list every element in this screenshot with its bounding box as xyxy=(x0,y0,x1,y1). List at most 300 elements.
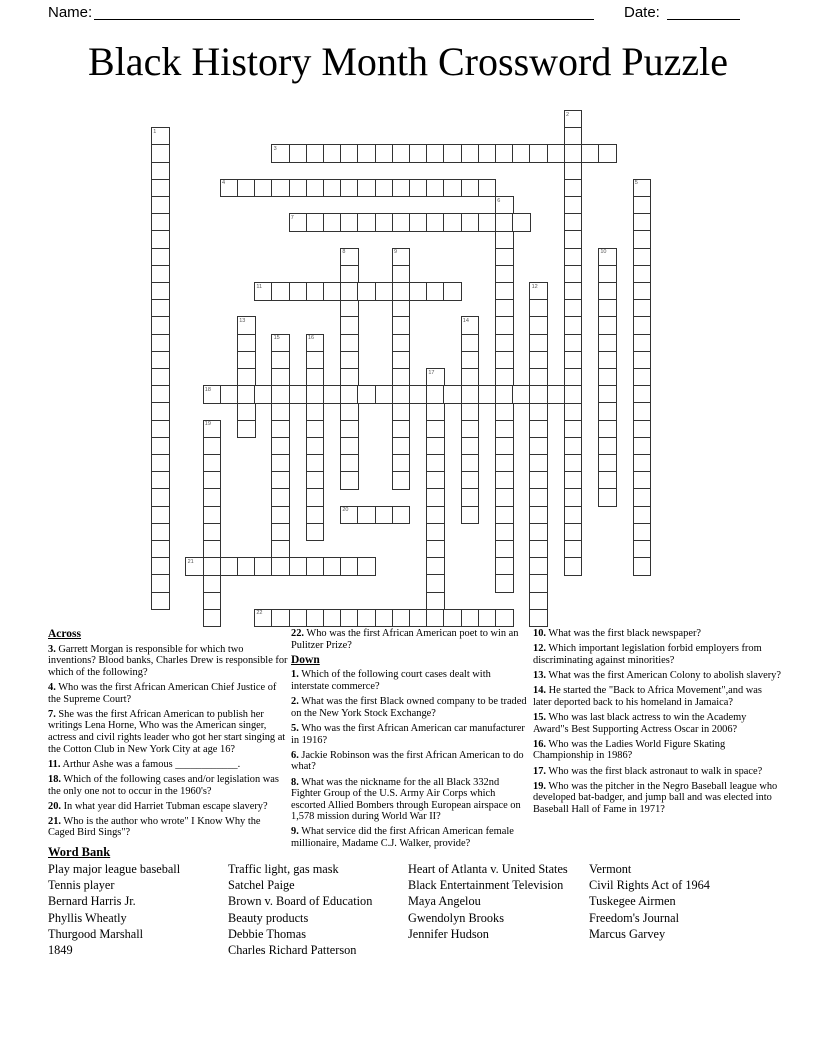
word-bank-item: Marcus Garvey xyxy=(589,926,666,941)
grid-cell xyxy=(495,196,514,215)
grid-cell xyxy=(151,248,170,267)
grid-cell xyxy=(529,316,548,335)
cell-number: 7 xyxy=(290,214,294,221)
grid-cell xyxy=(581,144,600,163)
grid-cell xyxy=(340,144,359,163)
grid-cell xyxy=(529,144,548,163)
grid-cell xyxy=(426,402,445,421)
clue-number: 17. xyxy=(533,765,546,777)
grid-cell xyxy=(375,282,394,301)
grid-cell xyxy=(340,213,359,232)
word-bank-item: Thurgood Marshall xyxy=(48,926,144,941)
grid-cell xyxy=(392,385,411,404)
grid-cell xyxy=(203,574,222,593)
grid-cell xyxy=(289,557,308,576)
grid-cell xyxy=(306,368,325,387)
grid-cell xyxy=(495,454,514,473)
grid-cell xyxy=(323,213,342,232)
clue-number: 3. xyxy=(48,643,56,655)
grid-cell xyxy=(392,265,411,284)
grid-cell xyxy=(340,609,359,628)
clue-number: 10. xyxy=(533,628,546,639)
clue: 15. Who was last black actress to win the Academy Award"s Best Supporting Actress Oscar in 2006? xyxy=(533,711,747,735)
grid-cell xyxy=(512,144,531,163)
grid-cell xyxy=(151,574,170,593)
grid-cell xyxy=(271,368,290,387)
word-bank-item: Gwendolyn Brooks xyxy=(408,910,504,925)
grid-cell xyxy=(478,385,497,404)
grid-cell xyxy=(289,385,308,404)
grid-cell xyxy=(340,248,359,267)
word-bank-item: Black Entertainment Television xyxy=(408,878,564,893)
word-bank-item: Tennis player xyxy=(48,878,115,893)
grid-cell xyxy=(461,506,480,525)
grid-cell xyxy=(495,316,514,335)
grid-cell xyxy=(564,488,583,507)
grid-cell xyxy=(547,144,566,163)
word-bank-item: Vermont xyxy=(589,862,632,876)
grid-cell xyxy=(237,334,256,353)
clue-number: 13. xyxy=(533,669,546,681)
grid-cell xyxy=(151,437,170,456)
grid-cell xyxy=(564,179,583,198)
cell-number: 14 xyxy=(462,317,469,324)
date-label: Date: xyxy=(624,4,660,21)
grid-cell xyxy=(495,420,514,439)
word-bank-column xyxy=(408,861,568,942)
clue: 10. What was the first black newspaper? xyxy=(533,628,702,639)
grid-cell xyxy=(237,368,256,387)
grid-cell xyxy=(203,557,222,576)
grid-cell xyxy=(633,437,652,456)
grid-cell xyxy=(151,162,170,181)
cell-number: 1 xyxy=(153,128,157,135)
word-bank-item: Heart of Atlanta v. United States xyxy=(408,862,568,876)
grid-cell xyxy=(203,385,222,404)
grid-cell xyxy=(633,506,652,525)
word-bank-column xyxy=(48,861,180,958)
clue: 1. Which of the following court cases dealt with interstate commerce? xyxy=(291,669,491,692)
clue-number: 2. xyxy=(291,696,299,708)
clue: 6. Jackie Robinson was the first African American to do what? xyxy=(291,749,524,773)
grid-cell xyxy=(237,557,256,576)
grid-cell xyxy=(495,609,514,628)
grid-cell xyxy=(529,368,548,387)
grid-cell xyxy=(340,334,359,353)
grid-cell xyxy=(529,437,548,456)
grid-cell xyxy=(426,437,445,456)
grid-cell xyxy=(306,420,325,439)
grid-cell xyxy=(564,368,583,387)
grid-cell xyxy=(598,454,617,473)
grid-cell xyxy=(529,471,548,490)
grid-cell xyxy=(564,523,583,542)
grid-cell xyxy=(323,282,342,301)
grid-cell xyxy=(633,540,652,559)
clue: 4. Who was the first African American Chief Justice of the Supreme Court? xyxy=(48,681,277,705)
grid-cell xyxy=(151,213,170,232)
grid-cell xyxy=(357,213,376,232)
word-bank-column xyxy=(589,861,710,942)
clue-number: 7. xyxy=(48,708,56,720)
grid-cell xyxy=(564,282,583,301)
grid-cell xyxy=(409,213,428,232)
grid-cell xyxy=(306,609,325,628)
grid-cell xyxy=(547,385,566,404)
grid-cell xyxy=(254,179,273,198)
grid-cell xyxy=(306,213,325,232)
clue: 14. He started the "Back to Africa Movement",and was later deported back to his homeland in Jamaica? xyxy=(533,685,762,708)
grid-cell xyxy=(237,420,256,439)
grid-cell xyxy=(323,144,342,163)
grid-cell xyxy=(409,385,428,404)
grid-cell xyxy=(529,402,548,421)
grid-cell xyxy=(237,385,256,404)
grid-cell xyxy=(271,334,290,353)
clue-number: 11. xyxy=(48,758,61,770)
grid-cell xyxy=(633,248,652,267)
grid-cell xyxy=(529,454,548,473)
grid-cell xyxy=(426,488,445,507)
grid-cell xyxy=(564,265,583,284)
grid-cell xyxy=(306,385,325,404)
grid-cell xyxy=(151,471,170,490)
grid-cell xyxy=(375,179,394,198)
grid-cell xyxy=(495,488,514,507)
grid-cell xyxy=(426,213,445,232)
grid-cell xyxy=(323,385,342,404)
grid-cell xyxy=(306,402,325,421)
grid-cell xyxy=(529,557,548,576)
grid-cell xyxy=(633,420,652,439)
grid-cell xyxy=(340,299,359,318)
grid-cell xyxy=(426,144,445,163)
grid-cell xyxy=(426,368,445,387)
grid-cell xyxy=(564,299,583,318)
grid-cell xyxy=(564,316,583,335)
grid-cell xyxy=(633,299,652,318)
grid-cell xyxy=(598,471,617,490)
clue: 21. Who is the author who wrote" I Know Why the Caged Bird Sings"? xyxy=(48,815,261,839)
grid-cell xyxy=(633,557,652,576)
grid-cell xyxy=(306,351,325,370)
word-bank-item: Charles Richard Patterson xyxy=(228,943,357,958)
grid-cell xyxy=(306,523,325,542)
word-bank-item: Play major league baseball xyxy=(48,862,181,876)
grid-cell xyxy=(426,282,445,301)
word-bank-title: Word Bank xyxy=(48,845,111,859)
cell-number: 13 xyxy=(239,317,246,324)
grid-cell xyxy=(564,385,583,404)
grid-cell xyxy=(598,420,617,439)
grid-cell xyxy=(220,385,239,404)
grid-cell xyxy=(564,471,583,490)
grid-cell xyxy=(633,230,652,249)
grid-cell xyxy=(306,557,325,576)
word-bank-item: Freedom's Journal xyxy=(589,910,679,925)
grid-cell xyxy=(443,385,462,404)
grid-cell xyxy=(151,144,170,163)
grid-cell xyxy=(633,523,652,542)
grid-cell xyxy=(529,506,548,525)
grid-cell xyxy=(564,420,583,439)
grid-cell xyxy=(564,506,583,525)
clue-number: 15. xyxy=(533,711,546,723)
grid-cell xyxy=(392,179,411,198)
grid-cell xyxy=(564,402,583,421)
grid-cell xyxy=(426,385,445,404)
grid-cell xyxy=(151,230,170,249)
grid-cell xyxy=(392,609,411,628)
grid-cell xyxy=(426,420,445,439)
grid-cell xyxy=(203,523,222,542)
grid-cell xyxy=(461,454,480,473)
grid-cell xyxy=(633,351,652,370)
grid-cell xyxy=(633,179,652,198)
grid-cell xyxy=(529,299,548,318)
grid-cell xyxy=(598,351,617,370)
grid-cell xyxy=(495,557,514,576)
grid-cell xyxy=(495,213,514,232)
page-title: Black History Month Crossword Puzzle xyxy=(88,39,728,84)
clue: 5. Who was the first African American car manufacturer in 1916? xyxy=(291,722,525,746)
grid-cell xyxy=(495,574,514,593)
grid-cell xyxy=(340,471,359,490)
grid-cell xyxy=(443,213,462,232)
grid-cell xyxy=(271,471,290,490)
grid-cell xyxy=(254,609,273,628)
clue-number: 19. xyxy=(533,780,546,792)
grid-cell xyxy=(151,368,170,387)
grid-cell xyxy=(306,334,325,353)
grid-cell xyxy=(306,282,325,301)
grid-cell xyxy=(151,265,170,284)
down-header: Down xyxy=(291,653,320,666)
grid-cell xyxy=(633,265,652,284)
grid-cell xyxy=(633,454,652,473)
grid-cell xyxy=(426,179,445,198)
cell-number: 4 xyxy=(221,180,226,187)
cell-number: 22 xyxy=(256,610,263,617)
grid-cell xyxy=(495,248,514,267)
grid-cell xyxy=(357,506,376,525)
grid-cell xyxy=(254,557,273,576)
grid-cell xyxy=(529,282,548,301)
grid-cell xyxy=(306,144,325,163)
grid-cell xyxy=(237,402,256,421)
grid-cell xyxy=(443,144,462,163)
word-bank-item: Phyllis Wheatly xyxy=(48,910,127,925)
grid-cell xyxy=(271,351,290,370)
clue-number: 4. xyxy=(48,681,56,693)
clue-number: 20. xyxy=(48,800,61,812)
grid-cell xyxy=(340,351,359,370)
clue: 13. What was the first American Colony to abolish slavery? xyxy=(533,669,781,681)
grid-cell xyxy=(529,592,548,611)
grid-cell xyxy=(271,454,290,473)
grid-cell xyxy=(323,609,342,628)
grid-cell xyxy=(495,471,514,490)
grid-cell xyxy=(478,609,497,628)
grid-cell xyxy=(271,144,290,163)
grid-cell xyxy=(289,213,308,232)
grid-cell xyxy=(306,471,325,490)
clue-number: 22. xyxy=(291,628,304,639)
grid-cell xyxy=(203,592,222,611)
cell-number: 3 xyxy=(273,145,277,152)
grid-cell xyxy=(564,127,583,146)
grid-cell xyxy=(512,385,531,404)
word-bank-item: Debbie Thomas xyxy=(228,926,306,941)
grid-cell xyxy=(392,213,411,232)
grid-cell xyxy=(598,299,617,318)
word-bank-item: Jennifer Hudson xyxy=(408,926,489,941)
grid-cell xyxy=(564,144,583,163)
grid-cell xyxy=(461,420,480,439)
grid-cell xyxy=(564,351,583,370)
word-bank-item: 1849 xyxy=(48,943,73,958)
grid-cell xyxy=(375,506,394,525)
grid-cell xyxy=(289,609,308,628)
cell-number: 16 xyxy=(307,335,315,342)
grid-cell xyxy=(340,385,359,404)
grid-cell xyxy=(340,454,359,473)
grid-cell xyxy=(564,437,583,456)
grid-cell xyxy=(495,523,514,542)
grid-cell xyxy=(151,402,170,421)
grid-cell xyxy=(185,557,204,576)
grid-cell xyxy=(529,609,548,628)
grid-cell xyxy=(392,351,411,370)
grid-cell xyxy=(392,471,411,490)
name-label: Name: xyxy=(48,4,93,21)
word-bank-item: Satchel Paige xyxy=(228,878,295,893)
grid-cell xyxy=(461,351,480,370)
grid-cell xyxy=(340,402,359,421)
clue-number: 21. xyxy=(48,815,61,827)
clue-column-across xyxy=(48,628,288,843)
grid-cell xyxy=(151,454,170,473)
grid-cell xyxy=(443,282,462,301)
grid-cell xyxy=(529,385,548,404)
grid-cell xyxy=(633,196,652,215)
grid-cell xyxy=(529,351,548,370)
grid-cell xyxy=(564,196,583,215)
grid-cell xyxy=(564,248,583,267)
grid-cell xyxy=(633,316,652,335)
grid-cell xyxy=(443,179,462,198)
word-bank-item: Maya Angelou xyxy=(408,894,481,909)
clue: 18. Which of the following cases and/or legislation was the only one not to occur in the 1960's? xyxy=(48,773,279,797)
grid-cell xyxy=(495,506,514,525)
grid-cell xyxy=(461,402,480,421)
grid-cell xyxy=(271,179,290,198)
grid-cell xyxy=(220,557,239,576)
clue: 17. Who was the first black astronaut to walk in space? xyxy=(533,765,763,777)
grid-cell xyxy=(598,248,617,267)
clue: 16. Who was the Ladies World Figure Skating Championship in 1986? xyxy=(533,738,726,762)
grid-cell xyxy=(237,316,256,335)
grid-cell xyxy=(375,609,394,628)
grid-cell xyxy=(512,213,531,232)
grid-cell xyxy=(203,437,222,456)
grid-cell xyxy=(375,213,394,232)
cell-number: 19 xyxy=(204,421,211,428)
clue: 20. In what year did Harriet Tubman escape slavery? xyxy=(48,800,268,812)
grid-cell xyxy=(392,454,411,473)
grid-cell xyxy=(323,557,342,576)
grid-cell xyxy=(375,385,394,404)
word-bank-item: Civil Rights Act of 1964 xyxy=(589,878,710,893)
grid-cell xyxy=(461,334,480,353)
grid-cell xyxy=(461,488,480,507)
grid-cell xyxy=(357,609,376,628)
clue-number: 6. xyxy=(291,749,299,761)
grid-cell xyxy=(340,368,359,387)
grid-cell xyxy=(409,144,428,163)
grid-cell xyxy=(564,454,583,473)
grid-cell xyxy=(461,179,480,198)
grid-cell xyxy=(409,179,428,198)
grid-cell xyxy=(203,471,222,490)
cell-number: 20 xyxy=(342,507,349,514)
grid-cell xyxy=(237,179,256,198)
grid-cell xyxy=(271,385,290,404)
word-bank-item: Tuskegee Airmen xyxy=(589,894,676,909)
grid-cell xyxy=(598,265,617,284)
grid-cell xyxy=(564,334,583,353)
grid-cell xyxy=(392,334,411,353)
grid-cell xyxy=(495,299,514,318)
grid-cell xyxy=(306,506,325,525)
grid-cell xyxy=(633,213,652,232)
grid-cell xyxy=(151,592,170,611)
grid-cell xyxy=(461,437,480,456)
clue: 11. Arthur Ashe was a famous ____________. xyxy=(48,758,241,770)
cell-number: 11 xyxy=(256,283,263,290)
grid-cell xyxy=(426,523,445,542)
grid-cell xyxy=(461,316,480,335)
grid-cell xyxy=(426,454,445,473)
grid-cell xyxy=(271,609,290,628)
grid-cell xyxy=(271,523,290,542)
grid-cell xyxy=(495,437,514,456)
grid-cell xyxy=(289,179,308,198)
grid-cell xyxy=(461,368,480,387)
grid-cell xyxy=(478,179,497,198)
grid-cell xyxy=(340,179,359,198)
grid-cell xyxy=(357,557,376,576)
grid-cell xyxy=(340,506,359,525)
grid-cell xyxy=(426,471,445,490)
cell-number: 21 xyxy=(187,558,194,565)
grid-cell xyxy=(495,368,514,387)
grid-cell xyxy=(392,144,411,163)
grid-cell xyxy=(271,488,290,507)
grid-cell xyxy=(340,420,359,439)
grid-cell xyxy=(564,110,583,129)
grid-cell xyxy=(478,144,497,163)
clue-number: 9. xyxy=(291,826,299,838)
grid-cell xyxy=(340,316,359,335)
grid-cell xyxy=(151,506,170,525)
grid-cell xyxy=(271,282,290,301)
grid-cell xyxy=(495,230,514,249)
grid-cell xyxy=(598,316,617,335)
grid-cell xyxy=(392,506,411,525)
grid-cell xyxy=(633,282,652,301)
grid-cell xyxy=(306,488,325,507)
